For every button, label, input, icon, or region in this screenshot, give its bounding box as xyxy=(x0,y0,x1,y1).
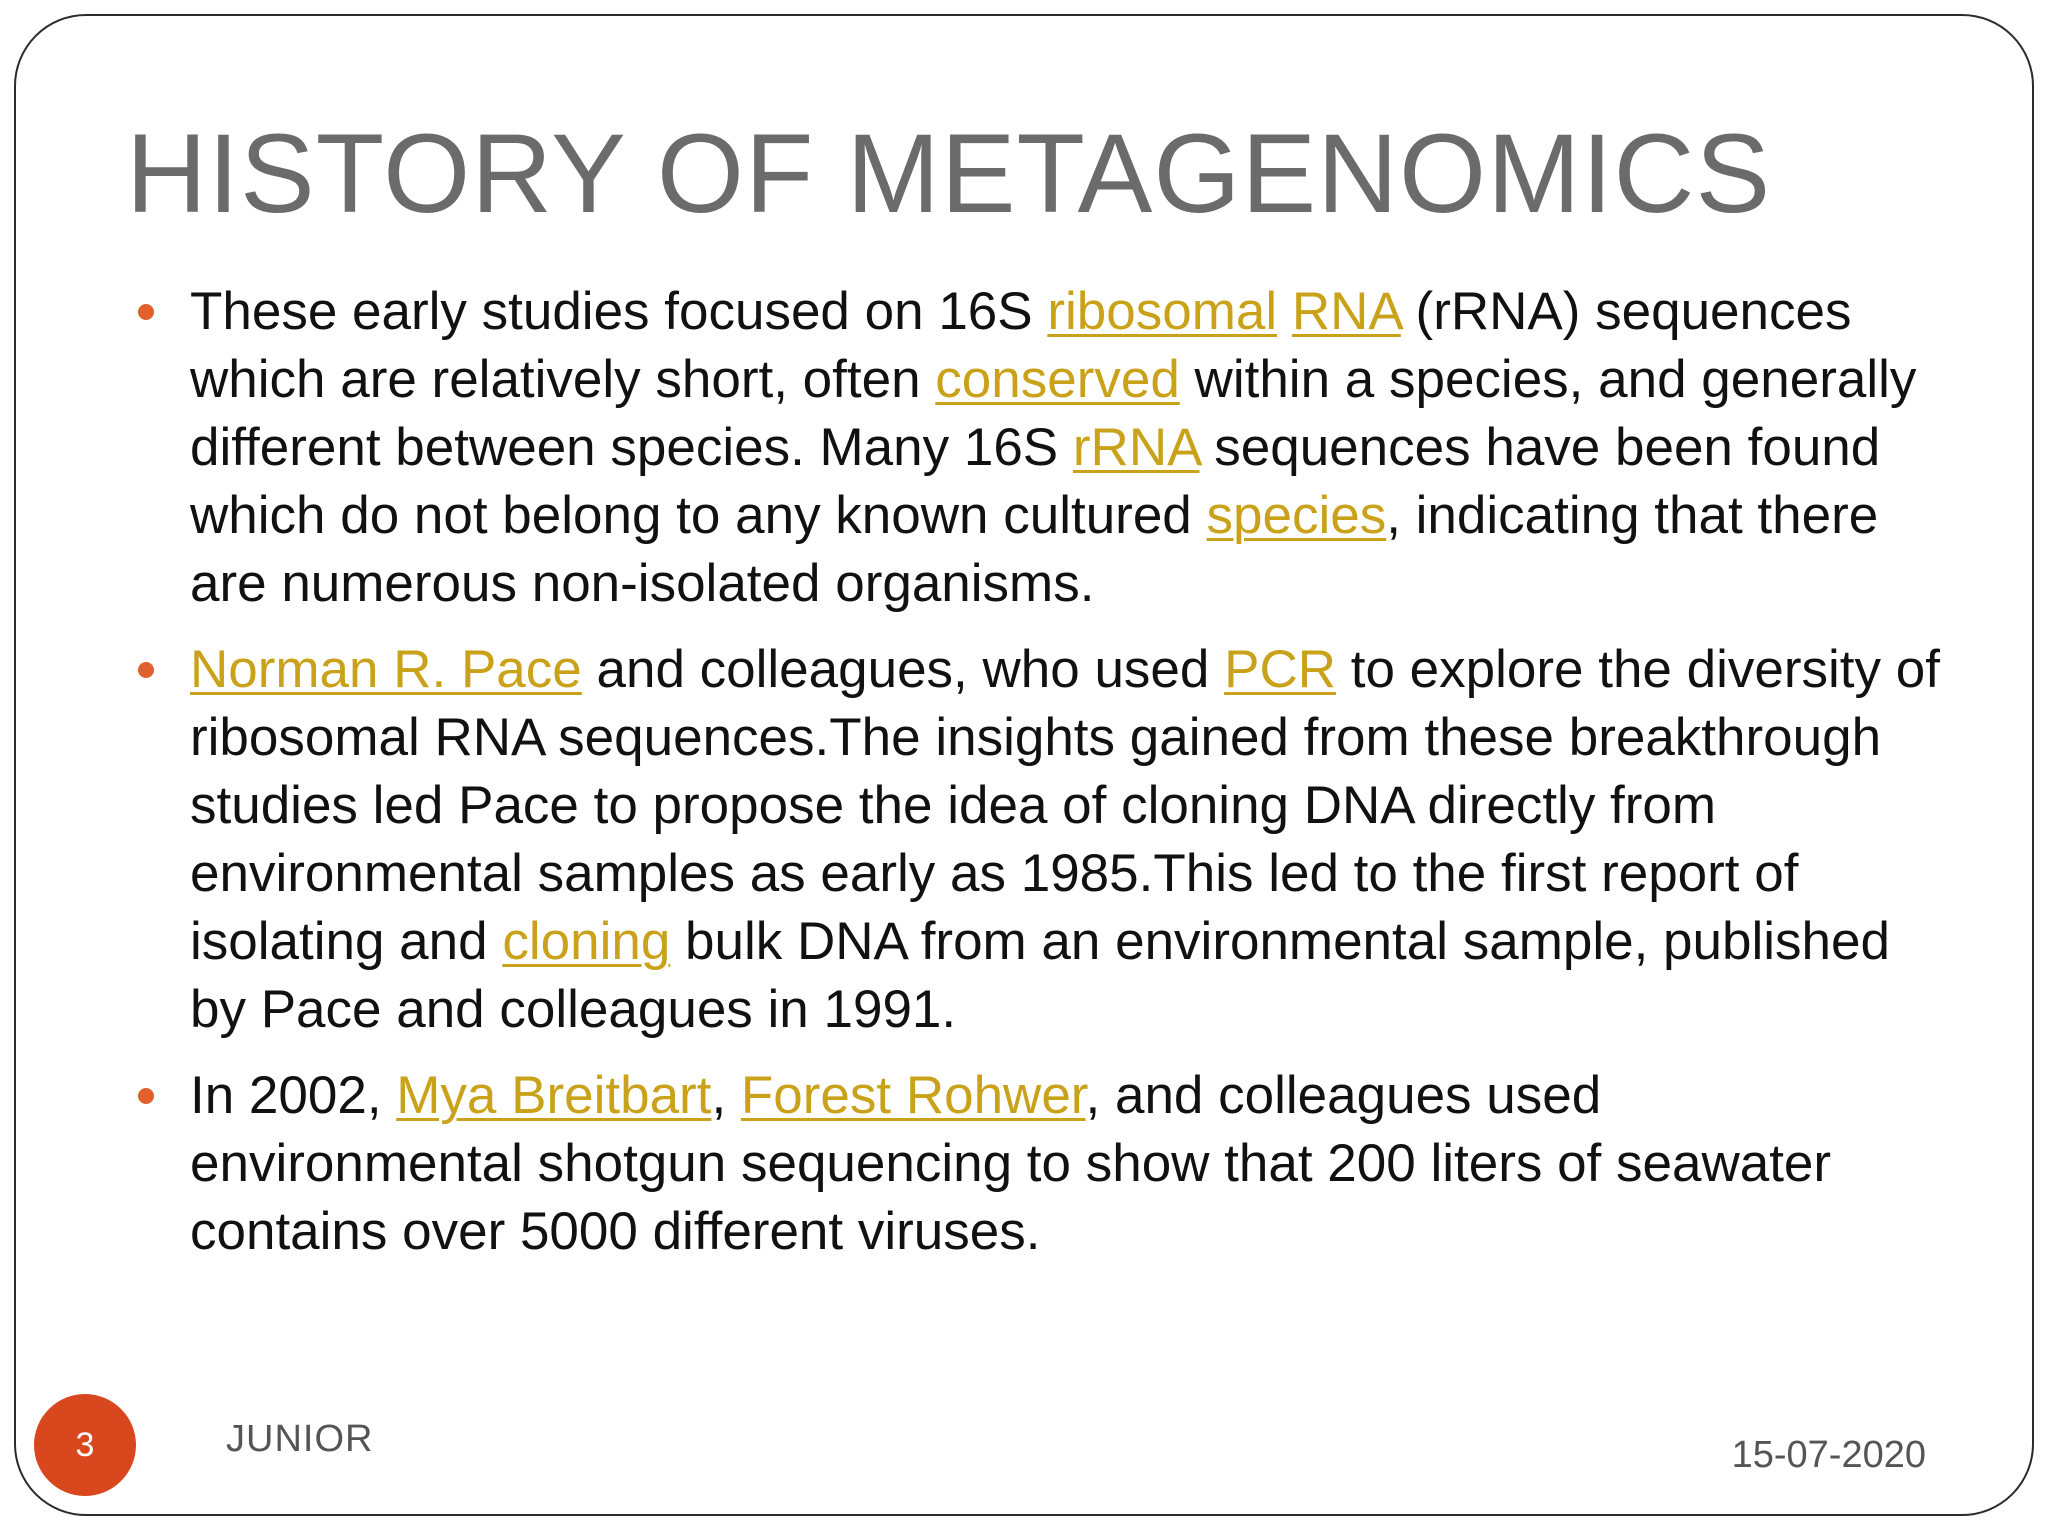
bullet-item-2 xyxy=(126,636,1946,1044)
page-number-badge: 3 xyxy=(34,1394,136,1496)
bullet-text: and colleagues, who used xyxy=(581,640,1225,699)
link-rna[interactable]: RNA xyxy=(1291,282,1401,341)
bullet-text xyxy=(1277,282,1292,341)
link-forest-rohwer[interactable]: Forest Rohwer xyxy=(740,1066,1086,1125)
bullet-item-3 xyxy=(126,1062,1946,1266)
link-mya-breitbart[interactable]: Mya Breitbart xyxy=(396,1066,712,1125)
bullet-dot-icon xyxy=(138,304,154,320)
link-pcr[interactable]: PCR xyxy=(1224,640,1337,699)
bullet-text: In 2002, xyxy=(190,1066,397,1125)
link-cloning[interactable]: cloning xyxy=(502,912,671,971)
bullet-text: (rRNA) sequences which are relatively short, often xyxy=(190,282,1852,409)
bullet-dot-icon xyxy=(138,662,154,678)
bullet-text: within a species, and generally different between species. Many 16S xyxy=(190,350,1917,477)
link-norman-pace[interactable]: Norman R. Pace xyxy=(190,640,582,699)
link-conserved[interactable]: conserved xyxy=(935,350,1180,409)
footer-date: 15-07-2020 xyxy=(1731,1434,1926,1476)
slide xyxy=(14,14,2034,1516)
bullet-dot-icon xyxy=(138,1088,154,1104)
bullet-text: sequences have been found which do not belong to any known cultured xyxy=(190,418,1881,545)
bullet-item-1 xyxy=(126,278,1946,618)
bullet-text: These early studies focused on 16S xyxy=(190,282,1048,341)
bullet-text: , indicating that there are numerous non-isolated organisms. xyxy=(190,486,1879,613)
bullet-list xyxy=(126,278,1946,1284)
bullet-text: , xyxy=(711,1066,741,1125)
link-species[interactable]: species xyxy=(1206,486,1387,545)
link-ribosomal[interactable]: ribosomal xyxy=(1047,282,1278,341)
bullet-text: to explore the diversity of ribosomal RNA sequences.The insights gained from these breakthrough studies led Pace to propose the idea of cloning DNA directly from environmental samples as early as 1985.This led to the first report of isolating and xyxy=(190,640,1940,971)
bullet-text: bulk DNA from an environmental sample, published by Pace and colleagues in 1991. xyxy=(190,912,1890,1039)
link-rrna[interactable]: rRNA xyxy=(1072,418,1200,477)
footer-label: JUNIOR xyxy=(226,1418,374,1460)
slide-title: HISTORY OF METAGENOMICS xyxy=(126,111,1772,236)
bullet-text: , and colleagues used environmental shotgun sequencing to show that 200 liters of seawater contains over 5000 different viruses. xyxy=(190,1066,1832,1261)
